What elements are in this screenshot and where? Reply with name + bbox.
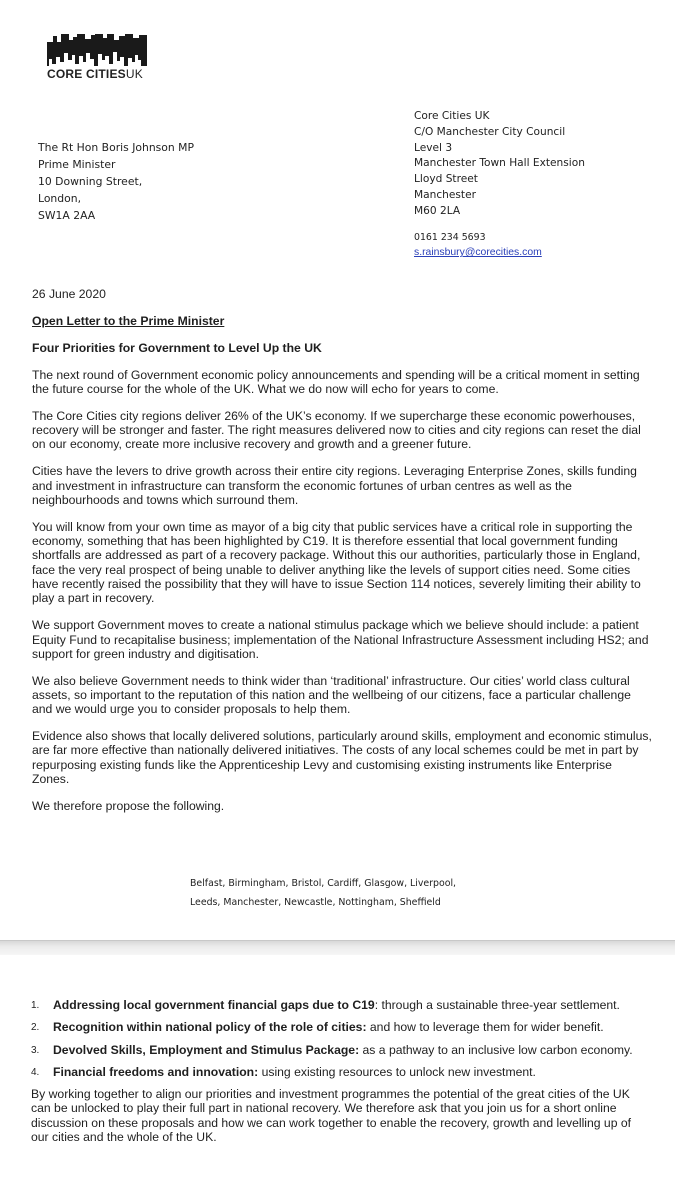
recipient-address xyxy=(38,139,194,224)
priority-number: 4. xyxy=(31,1066,40,1078)
open-letter-title: Open Letter to the Prime Minister xyxy=(32,313,225,328)
priorities-section xyxy=(31,998,643,1144)
logo-wordmark xyxy=(47,67,147,81)
recipient-line: London, xyxy=(38,192,82,205)
priority-number: 1. xyxy=(31,1000,40,1011)
priority-title: Financial freedoms and innovation: xyxy=(53,1064,259,1079)
priority-title: Addressing local government financial gaps due to C19 xyxy=(53,998,375,1012)
recipient-line: Prime Minister xyxy=(38,158,116,171)
sender-line: Lloyd Street xyxy=(414,173,478,186)
recipient-line: The Rt Hon Boris Johnson MP xyxy=(38,141,194,154)
priority-text: and how to leverage them for wider benefit. xyxy=(366,1020,604,1035)
core-cities-logo xyxy=(47,34,147,81)
sender-phone: 0161 234 5693 xyxy=(414,231,486,243)
sender-email-link[interactable]: s.rainsbury@corecities.com xyxy=(414,247,542,259)
letter-heading: Four Priorities for Government to Level Up the UK xyxy=(32,340,322,355)
cities-footer xyxy=(190,874,490,912)
letter-date: 26 June 2020 xyxy=(32,287,106,301)
sender-line: M60 2LA xyxy=(414,204,461,217)
sender-line: Core Cities UK xyxy=(414,110,490,122)
cities-footer-line: Leeds, Manchester, Newcastle, Nottingham, Sheffield xyxy=(190,897,441,908)
sender-line: Level 3 xyxy=(414,141,453,154)
priority-text: as a pathway to an inclusive low carbon economy. xyxy=(359,1042,633,1057)
recipient-line: 10 Downing Street, xyxy=(38,175,143,188)
cities-footer-line: Belfast, Birmingham, Bristol, Cardiff, Glasgow, Liverpool, xyxy=(190,878,457,889)
priority-item xyxy=(31,1020,643,1035)
body-paragraph: Cities have the levers to drive growth across their entire city regions. Leveraging Enterprise Zones, skills funding and investment in infrastructure can transform the economic fortunes of urban centres as well as the neighbourhoods and towns which surround them. xyxy=(32,464,637,507)
priority-title: Devolved Skills, Employment and Stimulus Package: xyxy=(53,1042,360,1057)
sender-line: Manchester xyxy=(414,188,476,201)
page-divider xyxy=(0,941,675,955)
sender-line: Manchester Town Hall Extension xyxy=(414,157,585,170)
logo-text-light: UK xyxy=(125,67,143,81)
sender-address xyxy=(414,109,585,261)
body-paragraph: We support Government moves to create a national stimulus package which we believe should include: a patient Equity Fund to recapitalise business; implementation of the National Infrastructure Assessment including HS2; and support for green industry and digitisation. xyxy=(32,618,649,661)
body-paragraph: Evidence also shows that locally delivered solutions, particularly around skills, employment and economic stimulus, are far more effective than nationally delivered initiatives. The costs of any local schemes could be met in part by repurposing existing funds like the Apprenticeship Levy and customising existing instruments like Enterprise Zones. xyxy=(32,729,652,787)
priority-number: 3. xyxy=(31,1044,40,1056)
city-skyline-icon xyxy=(47,34,147,66)
body-paragraph: We also believe Government needs to think wider than ‘traditional’ infrastructure. Our cities’ world class cultural assets, so important to the reputation of this nation and the wellbeing of our citizens, face a particular challenge and we would urge you to consider proposals to help them. xyxy=(32,673,631,717)
priority-item xyxy=(31,1065,643,1080)
priority-number: 2. xyxy=(31,1022,40,1034)
sender-line: C/O Manchester City Council xyxy=(414,125,566,138)
body-paragraph: The Core Cities city regions deliver 26% of the UK’s economy. If we supercharge these economic powerhouses, recovery will be stronger and faster. The right measures delivered now to cities and city regions can reset the dial on our economy, create more inclusive recovery and growth and a greener future. xyxy=(32,408,641,452)
recipient-line: SW1A 2AA xyxy=(38,209,96,222)
priority-item xyxy=(31,1043,643,1058)
body-paragraph: The next round of Government economic policy announcements and spending will be a critical moment in setting the future course for the whole of the UK. What we do now will echo for years to come. xyxy=(32,367,640,396)
logo-text-bold: CORE CITIES xyxy=(47,67,126,81)
priority-text: using existing resources to unlock new investment. xyxy=(258,1064,536,1079)
priority-title: Recognition within national policy of the role of cities: xyxy=(53,1020,367,1035)
closing-paragraph: By working together to align our priorities and investment programmes the potential of the great cities of the UK can be unlocked to play their full part in national recovery. We therefore ask that you join us for a short online discussion on these proposals and how we can work together to enable the recovery, growth and levelling up of our cities and the whole of the UK. xyxy=(31,1087,632,1145)
letter-body xyxy=(32,287,652,826)
priority-text: : through a sustainable three-year settlement. xyxy=(374,998,620,1012)
body-paragraph: You will know from your own time as mayor of a big city that public services have a critical role in supporting the economy, something that has been highlighted by C19. It is therefore essential that local government funding shortfalls are addressed as part of a recovery package. Without this our authorities, particularly those in England, face the very real prospect of being unable to deliver anything like the levels of support cities need. Some cities have recently raised the possibility that they will have to issue Section 114 notices, severely limiting their ability to play a part in recovery. xyxy=(32,519,641,606)
priority-item xyxy=(31,998,643,1013)
body-paragraph: We therefore propose the following. xyxy=(32,798,225,813)
